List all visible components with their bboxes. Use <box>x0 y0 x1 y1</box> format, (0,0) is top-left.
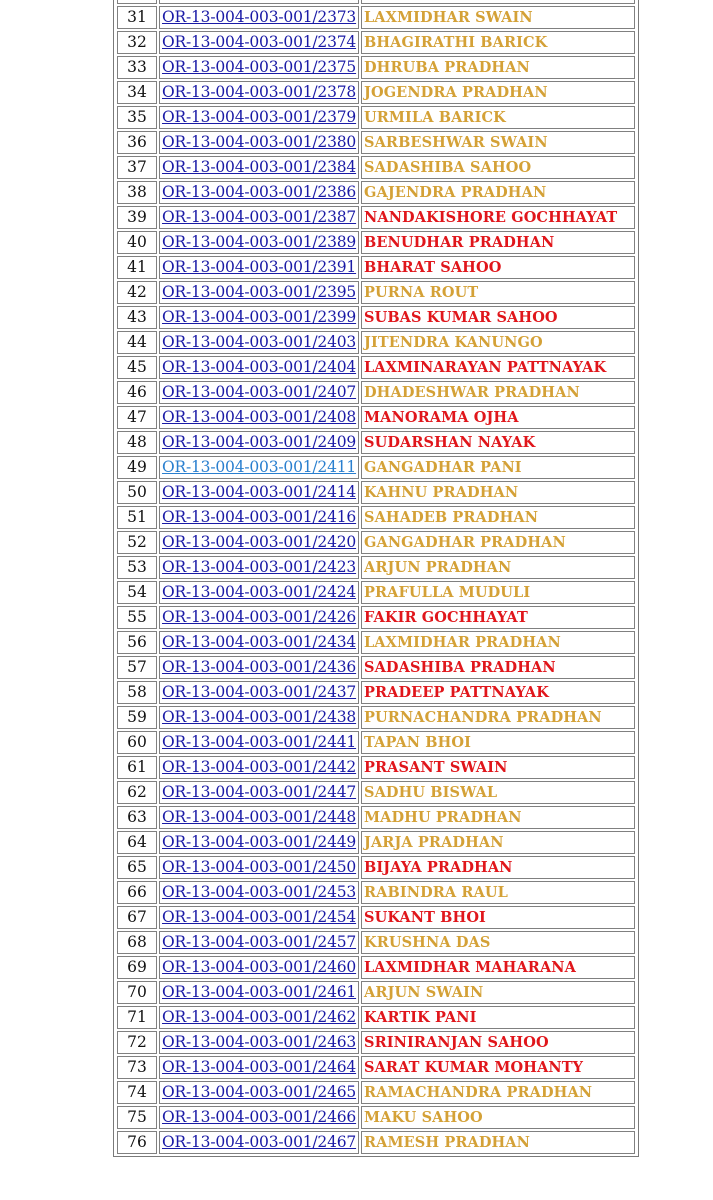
table-row <box>117 1131 635 1154</box>
id-cell <box>159 156 359 179</box>
table-row <box>117 1106 635 1129</box>
id-cell <box>159 831 359 854</box>
table-row <box>117 181 635 204</box>
id-cell <box>159 281 359 304</box>
serial-number: 62 <box>117 781 157 804</box>
beneficiary-name: SUKANT BHOI <box>361 906 635 929</box>
serial-number: 60 <box>117 731 157 754</box>
table-row <box>117 1056 635 1079</box>
id-cell <box>159 1081 359 1104</box>
id-cell <box>159 531 359 554</box>
serial-number: 48 <box>117 431 157 454</box>
beneficiary-name: LAXMINARAYAN PATTNAYAK <box>361 356 635 379</box>
id-cell <box>159 506 359 529</box>
record-id-link[interactable]: OR-13-004-003-001/2387 <box>162 208 357 226</box>
beneficiary-name: KRUSHNA DAS <box>361 931 635 954</box>
table-row <box>117 206 635 229</box>
serial-number: 75 <box>117 1106 157 1129</box>
beneficiary-name: BHAGIRATHI BARICK <box>361 31 635 54</box>
serial-number: 65 <box>117 856 157 879</box>
id-cell <box>159 906 359 929</box>
id-cell <box>159 556 359 579</box>
table-row <box>117 456 635 479</box>
record-id-link[interactable]: OR-13-004-003-001/2374 <box>162 33 357 51</box>
table-row <box>117 231 635 254</box>
record-id-link[interactable]: OR-13-004-003-001/2420 <box>162 533 357 551</box>
id-cell <box>159 606 359 629</box>
serial-number: 55 <box>117 606 157 629</box>
name-cell <box>361 0 635 4</box>
table-row <box>117 681 635 704</box>
beneficiary-name: SUDARSHAN NAYAK <box>361 431 635 454</box>
id-cell <box>159 356 359 379</box>
id-cell <box>159 131 359 154</box>
serial-number: 50 <box>117 481 157 504</box>
table-row <box>117 81 635 104</box>
serial-number: 76 <box>117 1131 157 1154</box>
table-row <box>117 956 635 979</box>
table-row-partial <box>117 0 635 4</box>
record-id-link[interactable]: OR-13-004-003-001/2416 <box>162 508 357 526</box>
beneficiary-name: TAPAN BHOI <box>361 731 635 754</box>
record-id-link[interactable]: OR-13-004-003-001/2409 <box>162 433 357 451</box>
record-id-link[interactable]: OR-13-004-003-001/2375 <box>162 58 357 76</box>
beneficiary-name: PRASANT SWAIN <box>361 756 635 779</box>
record-id-link[interactable]: OR-13-004-003-001/2407 <box>162 383 357 401</box>
record-id-link[interactable]: OR-13-004-003-001/2380 <box>162 133 357 151</box>
record-id-link[interactable]: OR-13-004-003-001/2395 <box>162 283 357 301</box>
id-cell <box>159 881 359 904</box>
record-id-link[interactable]: OR-13-004-003-001/2450 <box>162 858 357 876</box>
table-row <box>117 606 635 629</box>
table-row <box>117 656 635 679</box>
id-cell <box>159 631 359 654</box>
beneficiary-name: ARJUN SWAIN <box>361 981 635 1004</box>
serial-number: 38 <box>117 181 157 204</box>
id-cell <box>159 456 359 479</box>
serial-number: 63 <box>117 806 157 829</box>
beneficiary-table <box>113 0 639 1157</box>
id-cell <box>159 256 359 279</box>
table-row <box>117 556 635 579</box>
beneficiary-name: BHARAT SAHOO <box>361 256 635 279</box>
record-id-link[interactable]: OR-13-004-003-001/2460 <box>162 958 357 976</box>
beneficiary-name: LAXMIDHAR MAHARANA <box>361 956 635 979</box>
beneficiary-name: PRADEEP PATTNAYAK <box>361 681 635 704</box>
record-id-link[interactable]: OR-13-004-003-001/2448 <box>162 808 357 826</box>
id-cell <box>159 931 359 954</box>
id-cell <box>159 706 359 729</box>
beneficiary-name: JITENDRA KANUNGO <box>361 331 635 354</box>
beneficiary-name: MADHU PRADHAN <box>361 806 635 829</box>
table-row <box>117 31 635 54</box>
record-id-link[interactable]: OR-13-004-003-001/2465 <box>162 1083 357 1101</box>
serial-number: 68 <box>117 931 157 954</box>
id-cell <box>159 1031 359 1054</box>
table-row <box>117 931 635 954</box>
id-cell <box>159 106 359 129</box>
table-row <box>117 806 635 829</box>
beneficiary-name: GANGADHAR PRADHAN <box>361 531 635 554</box>
serial-number: 58 <box>117 681 157 704</box>
serial-number: 34 <box>117 81 157 104</box>
id-cell <box>159 31 359 54</box>
records-table <box>115 0 637 1156</box>
serial-number: 74 <box>117 1081 157 1104</box>
beneficiary-name: PURNA ROUT <box>361 281 635 304</box>
table-row <box>117 781 635 804</box>
record-id-link[interactable]: OR-13-004-003-001/2384 <box>162 158 357 176</box>
id-cell <box>159 331 359 354</box>
serial-number: 36 <box>117 131 157 154</box>
serial-number: 41 <box>117 256 157 279</box>
id-cell <box>159 406 359 429</box>
beneficiary-name: SADASHIBA SAHOO <box>361 156 635 179</box>
beneficiary-name: GAJENDRA PRADHAN <box>361 181 635 204</box>
serial-number: 45 <box>117 356 157 379</box>
beneficiary-name: BIJAYA PRADHAN <box>361 856 635 879</box>
table-row <box>117 706 635 729</box>
serial-number: 71 <box>117 1006 157 1029</box>
serial-number: 54 <box>117 581 157 604</box>
table-row <box>117 381 635 404</box>
table-row <box>117 581 635 604</box>
table-row <box>117 156 635 179</box>
beneficiary-name: KAHNU PRADHAN <box>361 481 635 504</box>
table-row <box>117 831 635 854</box>
serial-number: 51 <box>117 506 157 529</box>
table-row <box>117 331 635 354</box>
table-row <box>117 1006 635 1029</box>
record-id-link[interactable]: OR-13-004-003-001/2426 <box>162 608 357 626</box>
table-row <box>117 756 635 779</box>
serial-number: 43 <box>117 306 157 329</box>
table-row <box>117 906 635 929</box>
serial-number: 67 <box>117 906 157 929</box>
beneficiary-name: RAMESH PRADHAN <box>361 1131 635 1154</box>
beneficiary-name: JARJA PRADHAN <box>361 831 635 854</box>
table-row <box>117 56 635 79</box>
record-id-link[interactable]: OR-13-004-003-001/2462 <box>162 1008 357 1026</box>
serial-number: 47 <box>117 406 157 429</box>
beneficiary-name: NANDAKISHORE GOCHHAYAT <box>361 206 635 229</box>
id-cell <box>159 306 359 329</box>
beneficiary-name: SUBAS KUMAR SAHOO <box>361 306 635 329</box>
record-id-link[interactable]: OR-13-004-003-001/2414 <box>162 483 357 501</box>
table-row <box>117 1081 635 1104</box>
record-id-link[interactable]: OR-13-004-003-001/2378 <box>162 83 357 101</box>
record-id-link[interactable]: OR-13-004-003-001/2441 <box>162 733 357 751</box>
beneficiary-name: KARTIK PANI <box>361 1006 635 1029</box>
id-cell <box>159 0 359 4</box>
id-cell <box>159 806 359 829</box>
record-id-link[interactable]: OR-13-004-003-001/2453 <box>162 883 357 901</box>
record-id-link[interactable]: OR-13-004-003-001/2438 <box>162 708 357 726</box>
id-cell <box>159 956 359 979</box>
record-id-link[interactable]: OR-13-004-003-001/2391 <box>162 258 357 276</box>
record-id-link[interactable]: OR-13-004-003-001/2373 <box>162 8 357 26</box>
record-id-link[interactable]: OR-13-004-003-001/2423 <box>162 558 357 576</box>
beneficiary-name: MANORAMA OJHA <box>361 406 635 429</box>
record-id-link[interactable]: OR-13-004-003-001/2434 <box>162 633 357 651</box>
serial-number: 57 <box>117 656 157 679</box>
serial-number: 53 <box>117 556 157 579</box>
table-row <box>117 506 635 529</box>
id-cell <box>159 681 359 704</box>
record-id-link[interactable]: OR-13-004-003-001/2466 <box>162 1108 357 1126</box>
serial-number: 46 <box>117 381 157 404</box>
beneficiary-name: RAMACHANDRA PRADHAN <box>361 1081 635 1104</box>
serial-number: 44 <box>117 331 157 354</box>
serial-number: 31 <box>117 6 157 29</box>
table-row <box>117 356 635 379</box>
record-id-link[interactable]: OR-13-004-003-001/2403 <box>162 333 357 351</box>
table-row <box>117 531 635 554</box>
serial-number: 73 <box>117 1056 157 1079</box>
beneficiary-name: SADASHIBA PRADHAN <box>361 656 635 679</box>
table-row <box>117 406 635 429</box>
id-cell <box>159 481 359 504</box>
id-cell <box>159 731 359 754</box>
table-row <box>117 631 635 654</box>
id-cell <box>159 81 359 104</box>
beneficiary-name: ARJUN PRADHAN <box>361 556 635 579</box>
id-cell <box>159 1131 359 1154</box>
id-cell <box>159 981 359 1004</box>
beneficiary-name: PRAFULLA MUDULI <box>361 581 635 604</box>
id-cell <box>159 756 359 779</box>
serial-cell <box>117 0 157 4</box>
id-cell <box>159 581 359 604</box>
id-cell <box>159 6 359 29</box>
record-id-link[interactable]: OR-13-004-003-001/2411 <box>162 458 357 476</box>
record-id-link[interactable]: OR-13-004-003-001/2447 <box>162 783 357 801</box>
table-row <box>117 106 635 129</box>
beneficiary-name: FAKIR GOCHHAYAT <box>361 606 635 629</box>
serial-number: 40 <box>117 231 157 254</box>
beneficiary-name: BENUDHAR PRADHAN <box>361 231 635 254</box>
record-id-link[interactable]: OR-13-004-003-001/2424 <box>162 583 357 601</box>
record-id-link[interactable]: OR-13-004-003-001/2386 <box>162 183 357 201</box>
id-cell <box>159 56 359 79</box>
id-cell <box>159 1056 359 1079</box>
beneficiary-name: GANGADHAR PANI <box>361 456 635 479</box>
record-id-link[interactable]: OR-13-004-003-001/2449 <box>162 833 357 851</box>
table-body <box>117 0 635 1154</box>
table-row <box>117 481 635 504</box>
record-id-link[interactable]: OR-13-004-003-001/2379 <box>162 108 357 126</box>
table-row <box>117 856 635 879</box>
record-id-link[interactable]: OR-13-004-003-001/2463 <box>162 1033 357 1051</box>
record-id-link[interactable]: OR-13-004-003-001/2457 <box>162 933 357 951</box>
id-cell <box>159 231 359 254</box>
beneficiary-name: PURNACHANDRA PRADHAN <box>361 706 635 729</box>
serial-number: 61 <box>117 756 157 779</box>
beneficiary-name: SADHU BISWAL <box>361 781 635 804</box>
beneficiary-name: URMILA BARICK <box>361 106 635 129</box>
table-row <box>117 1031 635 1054</box>
record-id-link[interactable]: OR-13-004-003-001/2389 <box>162 233 357 251</box>
serial-number: 59 <box>117 706 157 729</box>
record-id-link[interactable]: OR-13-004-003-001/2408 <box>162 408 357 426</box>
serial-number: 66 <box>117 881 157 904</box>
serial-number: 35 <box>117 106 157 129</box>
record-id-link[interactable]: OR-13-004-003-001/2464 <box>162 1058 357 1076</box>
record-id-link[interactable]: OR-13-004-003-001/2454 <box>162 908 357 926</box>
id-cell <box>159 1106 359 1129</box>
beneficiary-name: LAXMIDHAR SWAIN <box>361 6 635 29</box>
id-cell <box>159 431 359 454</box>
table-row <box>117 881 635 904</box>
beneficiary-name: DHADESHWAR PRADHAN <box>361 381 635 404</box>
table-row <box>117 6 635 29</box>
table-row <box>117 731 635 754</box>
serial-number: 52 <box>117 531 157 554</box>
serial-number: 32 <box>117 31 157 54</box>
beneficiary-name: SRINIRANJAN SAHOO <box>361 1031 635 1054</box>
beneficiary-name: DHRUBA PRADHAN <box>361 56 635 79</box>
serial-number: 39 <box>117 206 157 229</box>
beneficiary-name: SAHADEB PRADHAN <box>361 506 635 529</box>
id-cell <box>159 656 359 679</box>
id-cell <box>159 781 359 804</box>
serial-number: 42 <box>117 281 157 304</box>
beneficiary-name: RABINDRA RAUL <box>361 881 635 904</box>
beneficiary-name: LAXMIDHAR PRADHAN <box>361 631 635 654</box>
serial-number: 49 <box>117 456 157 479</box>
id-cell <box>159 1006 359 1029</box>
serial-number: 70 <box>117 981 157 1004</box>
serial-number: 64 <box>117 831 157 854</box>
id-cell <box>159 206 359 229</box>
record-id-link[interactable]: OR-13-004-003-001/2467 <box>162 1133 357 1151</box>
serial-number: 33 <box>117 56 157 79</box>
beneficiary-name: JOGENDRA PRADHAN <box>361 81 635 104</box>
table-row <box>117 431 635 454</box>
serial-number: 72 <box>117 1031 157 1054</box>
beneficiary-name: SARBESHWAR SWAIN <box>361 131 635 154</box>
table-row <box>117 281 635 304</box>
id-cell <box>159 856 359 879</box>
table-row <box>117 131 635 154</box>
table-row <box>117 256 635 279</box>
record-id-link[interactable]: OR-13-004-003-001/2461 <box>162 983 357 1001</box>
record-id-link[interactable]: OR-13-004-003-001/2437 <box>162 683 357 701</box>
serial-number: 56 <box>117 631 157 654</box>
record-id-link[interactable]: OR-13-004-003-001/2442 <box>162 758 357 776</box>
id-cell <box>159 181 359 204</box>
id-cell <box>159 381 359 404</box>
table-row <box>117 981 635 1004</box>
record-id-link[interactable]: OR-13-004-003-001/2404 <box>162 358 357 376</box>
record-id-link[interactable]: OR-13-004-003-001/2436 <box>162 658 357 676</box>
serial-number: 69 <box>117 956 157 979</box>
record-id-link[interactable]: OR-13-004-003-001/2399 <box>162 308 357 326</box>
beneficiary-name: SARAT KUMAR MOHANTY <box>361 1056 635 1079</box>
beneficiary-name: MAKU SAHOO <box>361 1106 635 1129</box>
serial-number: 37 <box>117 156 157 179</box>
table-row <box>117 306 635 329</box>
